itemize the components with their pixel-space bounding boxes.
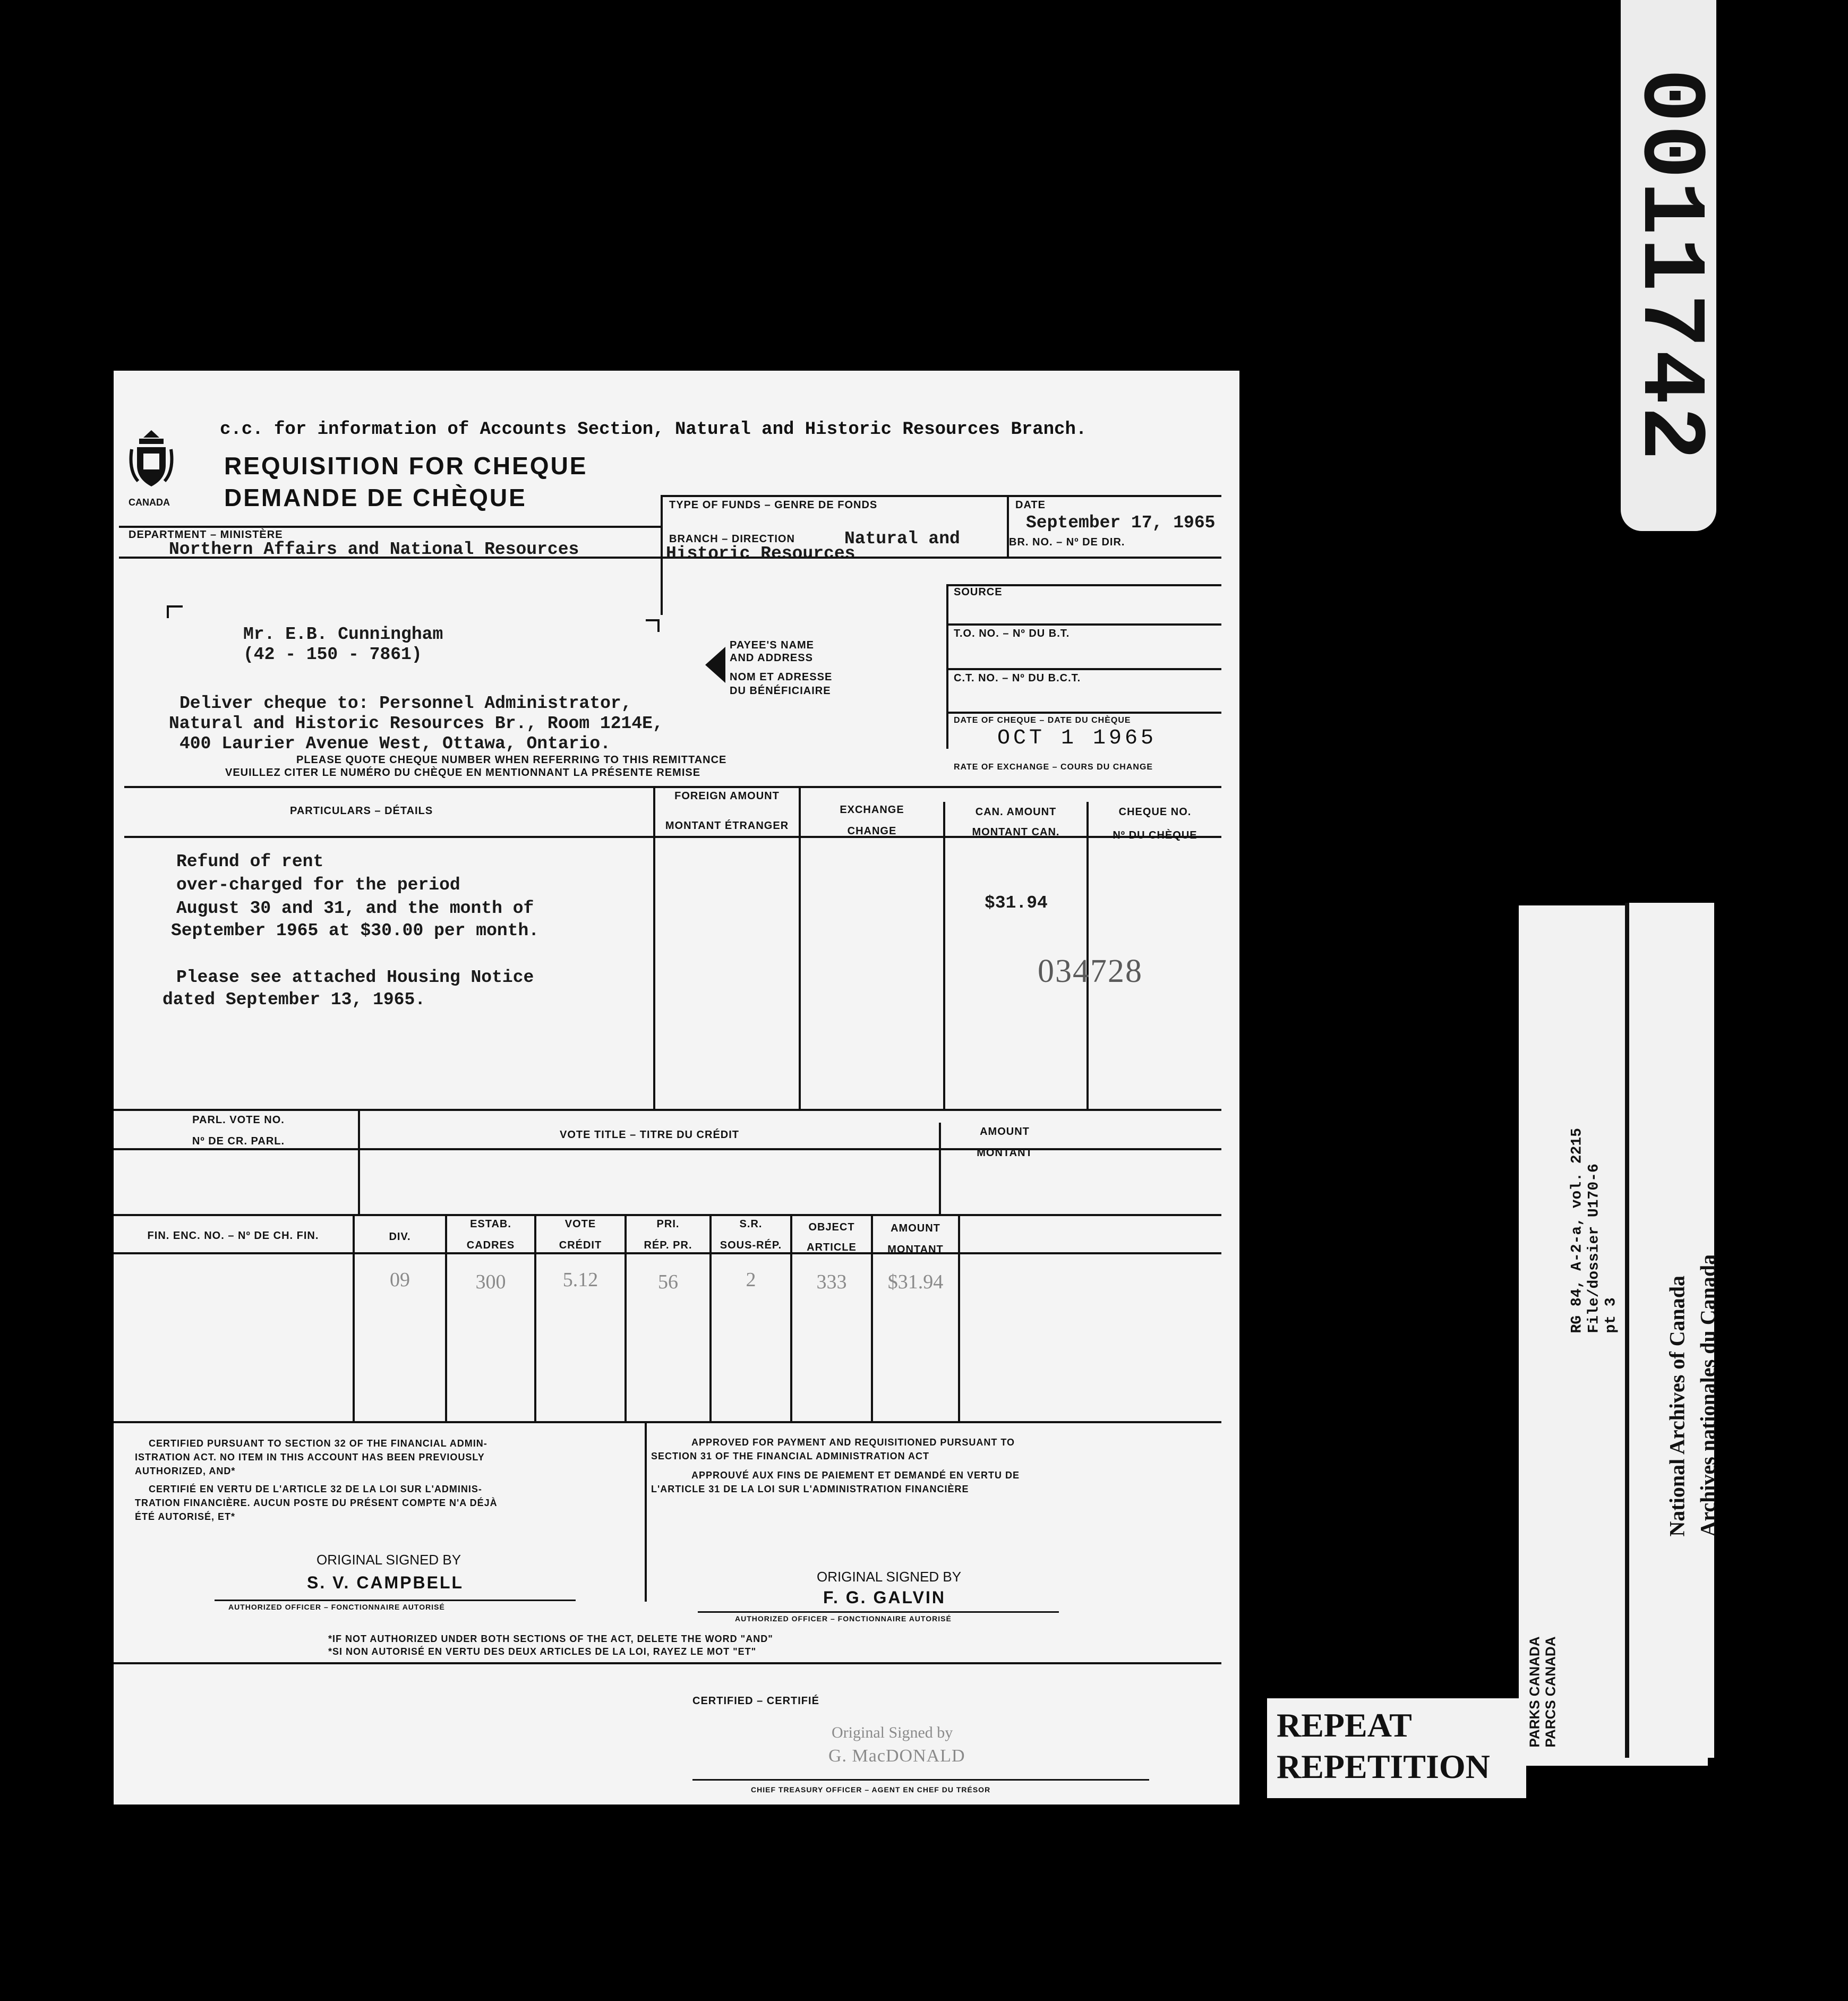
address-bracket-left bbox=[167, 605, 183, 618]
left-original-signed: ORIGINAL SIGNED BY bbox=[316, 1552, 461, 1568]
national-archives-en: National Archives of Canada bbox=[1665, 1275, 1689, 1537]
ct-number-label: C.T. NO. – Nº DU B.C.T. bbox=[954, 672, 1081, 684]
source-label: SOURCE bbox=[954, 586, 1003, 598]
archive-reference-line-3: pt 3 bbox=[1603, 1297, 1620, 1333]
certified-bottom-label: CERTIFIED – CERTIFIÉ bbox=[692, 1695, 819, 1707]
archive-reference-line-2: File/dossier U170-6 bbox=[1586, 1164, 1603, 1333]
cheque-no-header-1: CHEQUE NO. bbox=[1118, 806, 1192, 818]
certified-left-en-1: CERTIFIED PURSUANT TO SECTION 32 OF THE FINANCIAL ADMIN- bbox=[149, 1438, 487, 1449]
right-officer-title: AUTHORIZED OFFICER – FONCTIONNAIRE AUTORISÉ bbox=[735, 1614, 952, 1623]
treasury-original-signed: Original Signed by bbox=[832, 1724, 953, 1741]
branch-label: BRANCH – DIRECTION bbox=[669, 533, 795, 545]
payee-label-4: DU BÉNÉFICIAIRE bbox=[730, 685, 831, 697]
form-title-fr: DEMANDE DE CHÈQUE bbox=[224, 484, 527, 511]
address-bracket-right bbox=[646, 619, 660, 632]
cc-note: c.c. for information of Accounts Section, Natural and Historic Resources Branch. bbox=[220, 420, 1087, 440]
object-value: 333 bbox=[816, 1271, 847, 1293]
coding-amount-value: $31.94 bbox=[887, 1271, 944, 1293]
certified-right-fr-1: APPROUVÉ AUX FINS DE PAIEMENT ET DEMANDÉ EN VERTU DE bbox=[691, 1470, 1020, 1481]
can-amount-value: $31.94 bbox=[985, 893, 1048, 913]
particulars-line-4: September 1965 at $30.00 per month. bbox=[171, 921, 540, 940]
crest-label: CANADA bbox=[129, 497, 170, 508]
can-amount-header-2: MONTANT CAN. bbox=[972, 826, 1060, 838]
quote-cheque-en: PLEASE QUOTE CHEQUE NUMBER WHEN REFERRING TO THIS REMITTANCE bbox=[296, 754, 727, 766]
national-archives-fr: Archives nationales du Canada bbox=[1696, 1254, 1720, 1537]
payee-arrow-icon bbox=[705, 647, 725, 683]
deliver-line-1: Deliver cheque to: Personnel Administrator, bbox=[179, 694, 632, 713]
estab-value: 300 bbox=[475, 1271, 506, 1293]
vote-header-1: VOTE bbox=[564, 1218, 596, 1230]
sr-value: 2 bbox=[746, 1269, 756, 1291]
repeat-en: REPEAT bbox=[1277, 1706, 1412, 1744]
branch-value-1: Natural and bbox=[844, 529, 960, 549]
exchange-header-1: EXCHANGE bbox=[840, 804, 904, 816]
quote-cheque-fr: VEUILLEZ CITER LE NUMÉRO DU CHÈQUE EN MENTIONNANT LA PRÉSENTE REMISE bbox=[225, 767, 701, 779]
repeat-fr: REPETITION bbox=[1277, 1748, 1490, 1785]
parks-canada-fr: PARCS CANADA bbox=[1542, 1636, 1559, 1748]
coding-amount-header-1: AMOUNT bbox=[891, 1222, 940, 1234]
cheque-number-stamp: 034728 bbox=[1038, 953, 1143, 989]
date-label: DATE bbox=[1015, 499, 1046, 511]
vote-value: 5.12 bbox=[562, 1269, 598, 1291]
department-label: DEPARTMENT – MINISTÈRE bbox=[129, 529, 283, 541]
div-value: 09 bbox=[390, 1269, 410, 1291]
pri-header-1: PRI. bbox=[656, 1218, 680, 1230]
form-title-en: REQUISITION FOR CHEQUE bbox=[224, 452, 588, 480]
pri-header-2: RÉP. PR. bbox=[644, 1239, 692, 1251]
foreign-header-2: MONTANT ÉTRANGER bbox=[665, 820, 789, 832]
particulars-line-2: over-charged for the period bbox=[176, 875, 460, 895]
certified-left-fr-1: CERTIFIÉ EN VERTU DE L'ARTICLE 32 DE LA LOI SUR L'ADMINIS- bbox=[149, 1484, 482, 1494]
particulars-line-5: Please see attached Housing Notice bbox=[176, 968, 534, 987]
payee-label-3: NOM ET ADRESSE bbox=[730, 671, 833, 683]
deliver-line-2: Natural and Historic Resources Br., Room 1214E, bbox=[169, 714, 663, 733]
payee-label-2: AND ADDRESS bbox=[730, 652, 813, 664]
to-number-label: T.O. NO. – Nº DU B.T. bbox=[954, 628, 1070, 639]
cheque-requisition-form bbox=[114, 371, 1239, 1805]
foreign-header-1: FOREIGN AMOUNT bbox=[674, 790, 780, 802]
certified-left-en-2: ISTRATION ACT. NO ITEM IN THIS ACCOUNT HAS BEEN PREVIOUSLY bbox=[135, 1452, 485, 1463]
left-signatory-name: S. V. CAMPBELL bbox=[307, 1573, 464, 1592]
payee-number: (42 - 150 - 7861) bbox=[243, 645, 422, 664]
object-header-2: ARTICLE bbox=[807, 1242, 857, 1253]
particulars-line-6: dated September 13, 1965. bbox=[162, 990, 426, 1010]
certified-right-en-1: APPROVED FOR PAYMENT AND REQUISITIONED PURSUANT TO bbox=[691, 1437, 1015, 1448]
date-of-cheque-label: DATE OF CHEQUE – DATE DU CHÈQUE bbox=[954, 716, 1131, 725]
certified-left-fr-2: TRATION FINANCIÈRE. AUCUN POSTE DU PRÉSENT COMPTE N'A DÉJÀ bbox=[135, 1498, 498, 1508]
div-header: DIV. bbox=[389, 1231, 411, 1243]
object-header-1: OBJECT bbox=[808, 1221, 855, 1233]
frame-number: 0011742 bbox=[1618, 68, 1720, 463]
certified-right-en-2: SECTION 31 OF THE FINANCIAL ADMINISTRATION ACT bbox=[651, 1451, 930, 1461]
fin-enc-header: FIN. ENC. NO. – Nº DE CH. FIN. bbox=[147, 1230, 319, 1242]
certified-right-fr-2: L'ARTICLE 31 DE LA LOI SUR L'ADMINISTRATION FINANCIÈRE bbox=[651, 1484, 969, 1494]
sr-header-2: SOUS-RÉP. bbox=[720, 1239, 782, 1251]
left-officer-title: AUTHORIZED OFFICER – FONCTIONNAIRE AUTORISÉ bbox=[228, 1603, 445, 1611]
certified-left-en-3: AUTHORIZED, AND* bbox=[135, 1466, 236, 1476]
deliver-line-3: 400 Laurier Avenue West, Ottawa, Ontario. bbox=[179, 734, 611, 754]
canada-crest-icon bbox=[127, 428, 175, 492]
vote-header-2: CRÉDIT bbox=[559, 1239, 602, 1251]
frame-number-tab bbox=[1618, 0, 1720, 531]
sr-header-1: S.R. bbox=[739, 1218, 763, 1230]
can-amount-header-1: CAN. AMOUNT bbox=[975, 806, 1057, 818]
parks-canada-en: PARKS CANADA bbox=[1526, 1636, 1543, 1748]
parl-vote-header-2: Nº DE CR. PARL. bbox=[192, 1135, 285, 1147]
exchange-header-2: CHANGE bbox=[847, 825, 897, 837]
repeat-label bbox=[1267, 1698, 1526, 1798]
vote-title-header: VOTE TITLE – TITRE DU CRÉDIT bbox=[559, 1129, 739, 1141]
payee-label-1: PAYEE'S NAME bbox=[730, 639, 815, 651]
certified-left-fr-3: ÉTÉ AUTORISÉ, ET* bbox=[135, 1511, 236, 1522]
particulars-line-3: August 30 and 31, and the month of bbox=[176, 899, 534, 918]
particulars-header: PARTICULARS – DÉTAILS bbox=[290, 805, 433, 817]
pri-value: 56 bbox=[658, 1271, 678, 1293]
right-signatory-name: F. G. GALVIN bbox=[823, 1588, 946, 1607]
treasury-officer-title: CHIEF TREASURY OFFICER – AGENT EN CHEF DU TRÉSOR bbox=[751, 1785, 991, 1794]
date-of-cheque-stamp: OCT 1 1965 bbox=[997, 726, 1157, 750]
right-original-signed: ORIGINAL SIGNED BY bbox=[817, 1569, 962, 1585]
type-of-funds-label: TYPE OF FUNDS – GENRE DE FONDS bbox=[669, 499, 878, 511]
national-archives-strip bbox=[1625, 903, 1720, 1758]
estab-header-1: ESTAB. bbox=[470, 1218, 511, 1230]
branch-value-2: Historic Resources bbox=[666, 544, 855, 563]
cheque-no-header-2: Nº DU CHÈQUE bbox=[1113, 830, 1197, 841]
rate-of-exchange-label: RATE OF EXCHANGE – COURS DU CHANGE bbox=[954, 763, 1153, 772]
parl-vote-header-1: PARL. VOTE NO. bbox=[192, 1114, 285, 1126]
footnote-en: *IF NOT AUTHORIZED UNDER BOTH SECTIONS OF THE ACT, DELETE THE WORD "AND" bbox=[328, 1634, 773, 1644]
treasury-signatory-name: G. MacDONALD bbox=[828, 1746, 965, 1766]
particulars-line-1: Refund of rent bbox=[176, 852, 324, 871]
archive-reference-line-1: RG 84, A-2-a, vol. 2215 bbox=[1569, 1128, 1586, 1333]
coding-amount-header-2: MONTANT bbox=[887, 1244, 944, 1255]
payee-name: Mr. E.B. Cunningham bbox=[243, 625, 443, 644]
department-value: Northern Affairs and National Resources bbox=[169, 540, 579, 559]
vote-amount-header-1: AMOUNT bbox=[980, 1126, 1030, 1138]
footnote-fr: *SI NON AUTORISÉ EN VERTU DES DEUX ARTICLES DE LA LOI, RAYEZ LE MOT "ET" bbox=[328, 1646, 757, 1657]
estab-header-2: CADRES bbox=[466, 1239, 515, 1251]
branch-number-label: BR. NO. – Nº DE DIR. bbox=[1009, 536, 1125, 548]
date-value: September 17, 1965 bbox=[1026, 513, 1216, 533]
vote-amount-header-2: MONTANT bbox=[977, 1147, 1033, 1159]
